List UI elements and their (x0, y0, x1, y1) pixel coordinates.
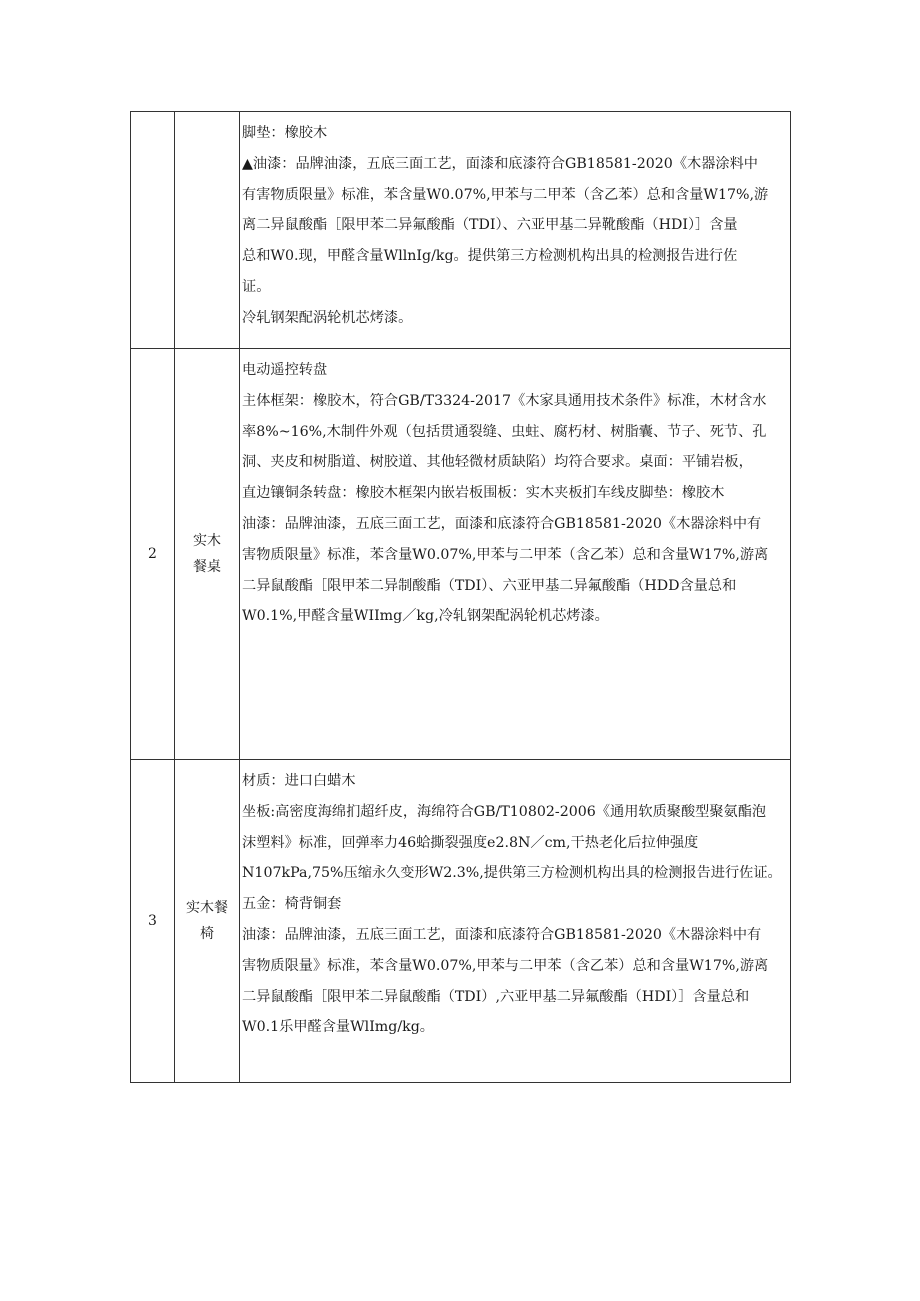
spec-line: 油漆：品牌油漆，五底三面工艺，面漆和底漆符合GB18581-2020《木器涂料中有 (242, 515, 762, 532)
spec-line: ▲油漆：品牌油漆，五底三面工艺，面漆和底漆符合GB18581-2020《木器涂料中 (242, 155, 758, 172)
item-name (175, 112, 240, 349)
table-row (131, 760, 791, 1083)
table-row (131, 112, 791, 349)
spec-line: 害物质限量》标准，苯含量W0.07%,甲苯与二甲苯（含乙苯）总和含量W17%,游离 (242, 957, 769, 974)
item-name-line: 椅 (200, 926, 214, 942)
spec-line: 脚垫：橡胶木 (242, 125, 328, 141)
spec-line: 有害物质限量》标准，苯含量W0.07%,甲苯与二甲苯（含乙苯）总和含量W17%,游 (242, 186, 769, 203)
item-spec (240, 112, 791, 349)
item-number (131, 112, 175, 349)
spec-line: 离二异鼠酸酯［限甲苯二异氟酸酯（TDI）、六亚甲基二异靴酸酯（HDI）］含量 (242, 217, 738, 234)
spec-line: 油漆：品牌油漆，五底三面工艺，面漆和底漆符合GB18581-2020《木器涂料中有 (242, 926, 762, 943)
item-name-line: 实木餐 (186, 900, 228, 916)
spec-line: 材质：进口白蜡木 (242, 773, 356, 789)
item-spec (240, 349, 791, 760)
spec-line: 直边镶铜条转盘：橡胶木框架内嵌岩板围板：实木夹板扪车线皮脚垫：橡胶木 (242, 485, 725, 502)
spec-line: 沫塑料》标准，回弹率力46蛤撕裂强度e2.8N／cm,干热老化后拉伸强度 (242, 834, 699, 851)
spec-line: 五金：椅背铜套 (242, 896, 342, 913)
item-name (175, 760, 240, 1083)
item-name-line: 实木 (193, 533, 221, 549)
item-number: 3 (131, 760, 175, 1083)
spec-line: 坐板:高密度海绵扪超纤皮，海绵符合GB/T10802-2006《通用软质聚酸型聚氨酯泡 (242, 803, 767, 820)
spec-line: 主体框架：橡胶木，符合GB/T3324-2017《木家具通用技术条件》标准，木材含水 (242, 392, 767, 409)
item-spec (240, 760, 791, 1083)
item-number: 2 (131, 349, 175, 760)
spec-line: 二异鼠酸酯［限甲苯二异鼠酸酯（TDI）,六亚甲基二异氟酸酯（HDI）］含量总和 (242, 988, 750, 1005)
spec-line: 洞、夹皮和树脂道、树胶道、其他轻微材质缺陷）均符合要求。桌面：平铺岩板， (242, 454, 753, 471)
spec-line: 率8%~16%,木制件外观（包括贯通裂缝、虫蛀、腐朽材、树脂囊、节子、死节、孔 (242, 423, 767, 440)
spec-line: 冷轧钢架配涡轮机芯烤漆。 (242, 309, 413, 326)
spec-line: 电动遥控转盘 (242, 362, 328, 378)
spec-line: 二异鼠酸酯［限甲苯二异制酸酯（TDI）、六亚甲基二异氟酸酯（HDD含量总和 (242, 577, 737, 594)
spec-line: 害物质限量》标准，苯含量W0.07%,甲苯与二甲苯（含乙苯）总和含量W17%,游离 (242, 546, 769, 563)
item-name-line: 餐桌 (193, 559, 221, 575)
spec-table (130, 111, 791, 1083)
spec-line: N107kPa,75%压缩永久变形W2.3%,提供第三方检测机构出具的检测报告进行佐证。 (242, 865, 782, 882)
table-row (131, 349, 791, 760)
spec-line: W0.1乐甲醛含量WlImg/kg。 (242, 1019, 434, 1036)
item-name (175, 349, 240, 760)
spec-line: 证。 (242, 278, 271, 295)
spec-line: 总和W0.现，甲醛含量WllnIg/kg。提供第三方检测机构出具的检测报告进行佐 (242, 248, 738, 265)
spec-line: W0.1%,甲醛含量WIImg／kg,冷轧钢架配涡轮机芯烤漆。 (242, 608, 609, 625)
